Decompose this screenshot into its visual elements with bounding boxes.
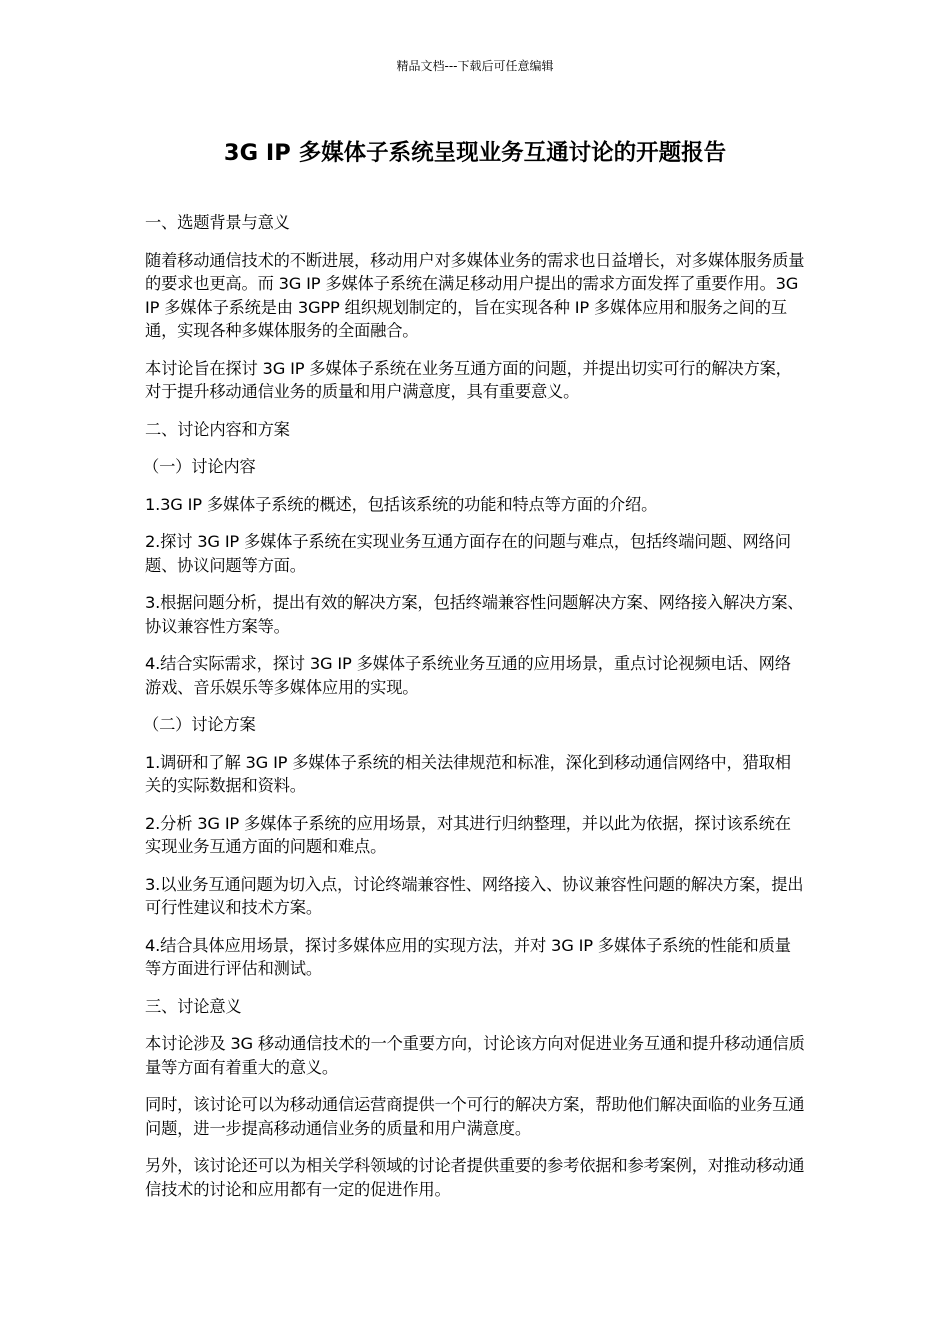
list-item: 1.调研和了解 3G IP 多媒体子系统的相关法律规范和标准，深化到移动通信网络中，猎取相关的实际数据和资料。 xyxy=(145,752,791,795)
list-item: 3.根据问题分析，提出有效的解决方案，包括终端兼容性问题解决方案、网络接入解决方案、协议兼容性方案等。 xyxy=(145,593,804,636)
list-item: 4.结合具体应用场景，探讨多媒体应用的实现方法，并对 3G IP 多媒体子系统的性能和质量等方面进行评估和测试。 xyxy=(145,935,791,978)
subsection-heading-plan: （二）讨论方案 xyxy=(143,715,256,734)
section-heading-background: 一、选题背景与意义 xyxy=(145,213,290,232)
list-item: 4.结合实际需求，探讨 3G IP 多媒体子系统业务互通的应用场景，重点讨论视频电话、网络游戏、音乐娱乐等多媒体应用的实现。 xyxy=(145,654,791,697)
list-item: 2.分析 3G IP 多媒体子系统的应用场景，对其进行归纳整理，并以此为依据，探讨该系统在实现业务互通方面的问题和难点。 xyxy=(145,813,791,856)
body-paragraph: 随着移动通信技术的不断进展，移动用户对多媒体业务的需求也日益增长，对多媒体服务质量的要求也更高。而 3G IP 多媒体子系统在满足移动用户提出的需求方面发挥了重要作用。3G IP 多媒体子系统是由 3GPP 组织规划制定的，旨在实现各种 IP 多媒体应用和服务之间的互通，实现各种多媒体服务的全面融合。 xyxy=(145,250,805,340)
body-paragraph: 本讨论涉及 3G 移动通信技术的一个重要方向，讨论该方向对促进业务互通和提升移动通信质量等方面有着重大的意义。 xyxy=(145,1034,805,1077)
list-item: 1.3G IP 多媒体子系统的概述，包括该系统的功能和特点等方面的介绍。 xyxy=(145,494,658,514)
subsection-heading-content: （一）讨论内容 xyxy=(143,457,256,476)
page-header: 精品文档---下载后可任意编辑 xyxy=(396,59,554,73)
body-paragraph: 同时，该讨论可以为移动通信运营商提供一个可行的解决方案，帮助他们解决面临的业务互通问题，进一步提高移动通信业务的质量和用户满意度。 xyxy=(145,1095,805,1138)
body-paragraph: 本讨论旨在探讨 3G IP 多媒体子系统在业务互通方面的问题，并提出切实可行的解决方案，对于提升移动通信业务的质量和用户满意度，具有重要意义。 xyxy=(145,358,792,401)
list-item: 2.探讨 3G IP 多媒体子系统在实现业务互通方面存在的问题与难点，包括终端问题、网络问题、协议问题等方面。 xyxy=(145,532,791,575)
body-paragraph: 另外，该讨论还可以为相关学科领域的讨论者提供重要的参考依据和参考案例，对推动移动通信技术的讨论和应用都有一定的促进作用。 xyxy=(145,1156,805,1199)
section-heading-significance: 三、讨论意义 xyxy=(145,996,242,1016)
list-item: 3.以业务互通问题为切入点，讨论终端兼容性、网络接入、协议兼容性问题的解决方案，提出可行性建议和技术方案。 xyxy=(145,874,804,917)
document-title: 3G IP 多媒体子系统呈现业务互通讨论的开题报告 xyxy=(223,140,727,166)
document-body xyxy=(145,211,805,1215)
section-heading-content-plan: 二、讨论内容和方案 xyxy=(145,419,290,439)
